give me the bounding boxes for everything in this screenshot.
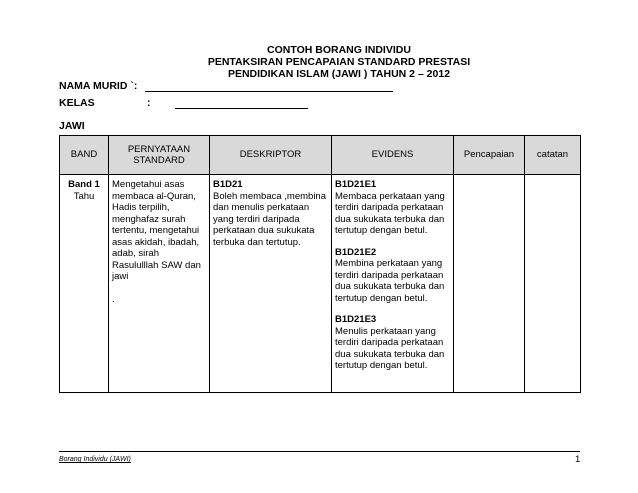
header-catatan: catatan <box>525 136 581 175</box>
deskriptor-text: Boleh membaca ,membina dan menulis perkataan yang terdiri daripada perkataan dua sukukata terbuka dan tertutup. <box>213 190 326 248</box>
doc-title: CONTOH BORANG INDIVIDU <box>267 44 411 56</box>
evidens-code: B1D21E3 <box>335 314 377 325</box>
evidens-item <box>335 179 450 237</box>
nama-murid-field[interactable] <box>145 91 393 92</box>
band-subtitle: Tahu <box>73 190 95 202</box>
doc-subtitle: PENTAKSIRAN PENCAPAIAN STANDARD PRESTASI <box>207 56 471 68</box>
kelas-field[interactable] <box>175 108 308 109</box>
pernyataan-text: Mengetahui asas membaca al-Quran, Hadis terpilih, menghafaz surah tertentu, mengetahui asas akidah, ibadah, adab, sirah Rasululllah SAW dan jawi <box>112 179 201 282</box>
deskriptor-cell <box>210 175 332 393</box>
evidens-item <box>335 247 450 305</box>
header-band: BAND <box>60 136 109 175</box>
footer-doc-name: Borang Individu (JAWI) <box>59 456 131 463</box>
evidens-code: B1D21E2 <box>335 246 377 258</box>
evidens-item <box>335 314 450 372</box>
table-header-row <box>60 136 581 175</box>
page-number: 1 <box>575 454 581 465</box>
footer-rule <box>59 451 580 452</box>
band-cell <box>60 175 109 393</box>
evidens-cell <box>332 175 454 393</box>
header-deskriptor: DESKRIPTOR <box>210 136 332 175</box>
evidens-text: Menulis perkataan yang terdiri daripada perkataan dua sukukata terbuka dan tertutup dengan betul. <box>335 325 445 371</box>
evidens-text: Membina perkataan yang terdiri daripada perkataan dua sukukata terbuka dan tertutup dengan betul. <box>335 258 445 304</box>
catatan-cell[interactable] <box>525 175 581 393</box>
band-title: Band 1 <box>68 179 100 190</box>
table-row <box>60 175 581 393</box>
header-evidens: EVIDENS <box>332 136 454 175</box>
assessment-table <box>59 135 581 393</box>
nama-murid-label: NAMA MURID `: <box>59 80 138 92</box>
deskriptor-code: B1D21 <box>213 179 243 190</box>
kelas-label: KELAS <box>59 97 95 109</box>
header-pencapaian: Pencapaian <box>454 136 525 175</box>
pernyataan-cell <box>109 175 210 393</box>
evidens-text: Membaca perkataan yang terdiri daripada perkataan dua sukukata terbuka dan tertutup dengan betul. <box>335 190 445 236</box>
header-pernyataan: PERNYATAAN STANDARD <box>109 136 210 175</box>
pernyataan-end: . <box>112 293 115 305</box>
evidens-code: B1D21E1 <box>335 179 377 190</box>
kelas-colon: : <box>147 97 151 109</box>
subject-label: JAWI <box>59 120 85 132</box>
doc-subject-year: PENDIDIKAN ISLAM (JAWI ) TAHUN 2 – 2012 <box>227 68 451 80</box>
pencapaian-cell[interactable] <box>454 175 525 393</box>
